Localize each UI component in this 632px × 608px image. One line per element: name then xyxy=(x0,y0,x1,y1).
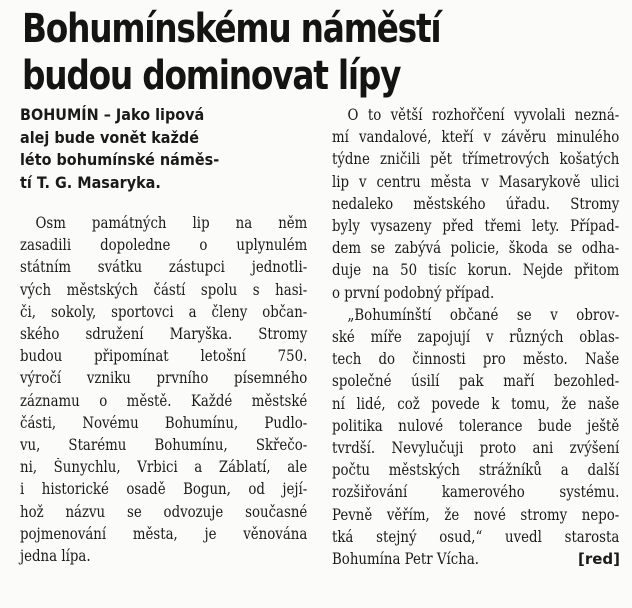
text-line: O to větší rozhořčení vyvolali nezná- xyxy=(347,106,620,124)
lead-line: léto bohumínské náměs- xyxy=(20,150,220,169)
text-line: ské míře zapojují v různých oblas- xyxy=(332,328,620,347)
text-line: Bohumína Petr Vícha. xyxy=(332,550,480,569)
text-line: jedna lípa. xyxy=(20,547,91,566)
text-line: společné úsilí pak maří bezohled- xyxy=(332,372,620,391)
text-line: politika nulové tolerance bude ještě xyxy=(332,416,620,435)
text-line: tvrdší. Nevylučuji proto ani zvýšení xyxy=(332,439,620,458)
text-line: o první podobný případ. xyxy=(332,283,495,302)
headline-line-2: budou dominovat lípy xyxy=(22,53,401,99)
lead-line: BOHUMÍN – Jako lipová xyxy=(20,105,205,124)
left-column xyxy=(20,104,308,567)
text-line: týdne zničili pět třímetrových košatých xyxy=(332,150,620,169)
text-line: státním svátku zástupci jednotli- xyxy=(20,258,308,277)
closing-row xyxy=(332,548,620,570)
text-line: ni, Šunychlu, Vrbici a Záblatí, ale xyxy=(20,458,308,477)
text-line: výročí vzniku prvního písemného xyxy=(20,369,308,388)
text-line: budou připomínat letošní 750. xyxy=(20,347,308,366)
text-line: Osm památných lip na něm xyxy=(35,214,308,232)
text-line: vu, Starému Bohumínu, Skřečo- xyxy=(20,436,308,455)
lead-paragraph xyxy=(20,104,279,194)
author-signature: [red] xyxy=(577,550,620,569)
text-line: pojmenování města, je věnována xyxy=(20,524,308,543)
text-line: rozšiřování kamerového systému. xyxy=(332,483,620,502)
text-line: „Bohumínští občané se v obrov- xyxy=(347,305,620,324)
text-line: mí vandalové, kteří v závěru minulého xyxy=(332,128,620,147)
text-line: hož názvu se odvozuje současné xyxy=(20,502,308,521)
text-line: počtu městských strážníků a další xyxy=(332,461,620,480)
body-paragraph-right-1 xyxy=(332,104,620,304)
text-line: tká stejný osud,“ uvedl starosta xyxy=(332,527,620,546)
headline-line-1: Bohumínskému náměstí xyxy=(22,6,441,52)
text-line: části, Novému Bohumínu, Pudlo- xyxy=(20,413,308,432)
text-line: Pevně věřím, že nové stromy nepo- xyxy=(332,505,620,524)
text-line: lip v centru města v Masarykově ulici xyxy=(332,172,620,191)
text-line: tech do činnosti pro město. Naše xyxy=(332,350,620,369)
text-line: záznamu o městě. Každé městské xyxy=(20,391,308,410)
body-paragraph-left xyxy=(20,212,308,567)
text-line: ského sdružení Maryška. Stromy xyxy=(20,325,308,344)
right-column xyxy=(332,104,620,570)
lead-line: alej bude vonět každé xyxy=(20,127,199,147)
text-line: i historické osadě Bogun, od její- xyxy=(20,480,308,499)
lead-line: tí T. G. Masaryka. xyxy=(20,172,161,192)
text-line: zasadili dopoledne o uplynulém xyxy=(20,236,308,255)
text-line: duje na 50 tisíc korun. Nejde přitom xyxy=(332,261,620,280)
article-headline xyxy=(22,6,514,100)
text-line: či, sokoly, sportovci a členy občan- xyxy=(20,302,308,321)
text-line: vých městských částí spolu s hasi- xyxy=(20,280,308,299)
text-line: dem se zabývá policie, škoda se odha- xyxy=(332,239,620,258)
text-line: ní lidé, což povede k tomu, že naše xyxy=(332,394,620,413)
text-line: nedaleko městského úřadu. Stromy xyxy=(332,194,620,213)
body-paragraph-right-2 xyxy=(332,304,620,570)
text-line: byly vysazeny před třemi lety. Případ- xyxy=(332,217,620,236)
